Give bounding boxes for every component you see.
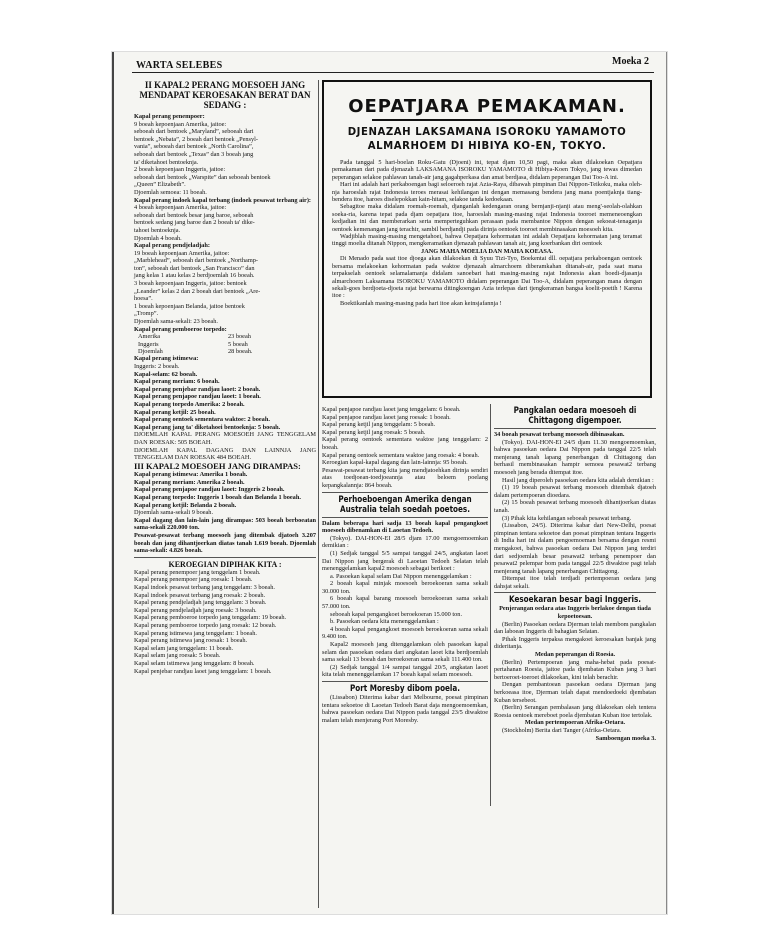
col1-heading: II KAPAL2 PERANG MOESOEH JANG MENDAPAT KEROESAKAN BERAT DAN SEDANG : (139, 80, 311, 110)
column-rule-2 (490, 404, 491, 806)
text-line: 1 boeah kepoenjaan Belanda, jaitoe bentoek (134, 302, 245, 310)
table-row (138, 333, 252, 340)
text-line: Kapal perang oentoek sementara waktoe: 2 boeah. (134, 416, 270, 424)
col3-heading: Pangkalan oedara moesoeh di Chittagong digempoer. (513, 406, 637, 426)
text-line: jang kelas 1 atau kelas 2 berdjoemlah 16 boeah. (134, 272, 255, 280)
paragraph: Kapal2 moesoeh jang ditenggelamkan oleh pasoekan kapal selam dan pasoekan oedara dari angkatan laoet kita berdjoemlah sama sekali 13 boeah dan beroekoeran sama sekali 111.400 ton. (322, 641, 488, 664)
table-cell-name: Amerika (138, 333, 161, 341)
column-2 (322, 406, 488, 724)
text-line: Kapal perang meriam: Amerika 2 boeah. (134, 478, 245, 486)
text-line: „Tromp”. (134, 310, 159, 318)
table-cell-name: Inggeris (138, 340, 159, 348)
text-line: Djoemlah sama-sekali: 23 boeah. (134, 318, 218, 326)
text-line: Kapal perang pemboeroe torpedo jang roesak: 12 boeah. (134, 621, 277, 629)
col1-list-3 (134, 471, 316, 555)
text-line: ta' diketahoei bentoeknja. (134, 158, 199, 166)
funeral-article-box (322, 80, 652, 398)
text-line: Djoemlah sama-sekali 9 boeah. (134, 509, 214, 517)
paragraph: Hari ini adalah hari perkaboengan bagi seloeroeh rajat Azia-Raya, dibawah pimpinan Dai Nippon-Teikoku, maka oleh-nja haroeslah rajat Indonesia teroes merasai kehilangan ini dengan memasang bendera jang mana poentjaknja tiang-bendera itoe, haroes diselepokkan kain-hitam, selakoe tanda kedoekaan. (332, 181, 642, 204)
text-line: Keroegian kapal-kapal dagang dan lain-lainnja: 95 boeah. (322, 459, 468, 467)
text-line: Kapal perang pemboeroe torpedo jang tenggelam: 19 boeah. (134, 614, 287, 622)
text-line: Kapal perang istimewa jang roesak: 1 boeah. (134, 637, 248, 645)
text-line: Kapal perang istimewa jang tenggelam: 1 boeah. (134, 629, 257, 637)
paragraph: Wadjiblah masing-masing mengetahoei, bahwa Oepatjara kehormatan ini adalah Oepatjara kehormatan jang teramat tinggi moelia ditanah Nippon, mengkeramatkan djenazah pahlawan tanah air, jang koerbankan diri oentoek (332, 233, 642, 248)
paragraph: (Lissabon, 24/5). Diterima kabar dari New-Delhi, poesat pimpinan tentara sekoetoe dan poesat pimpinan tentara Inggeris di India hari ini dalam pengoemoeman bersama dengan resmi mengakoei, bahwa pasoekan oedara Dai Nippon jang terdiri dari sedjoemlah besar pesawat2 terbang penempoer dan pesawat2 pelempar bom pada tanggal 22/5 diwaktoe pagi telah menjerang tanah lapang penerbangan Chittagong. (494, 522, 656, 575)
text-line: Kapal penjapoe randjau laoet jang tenggelam: 6 boeah. (322, 406, 461, 413)
text-line: hoesa”. (134, 295, 153, 303)
paragraph: Ditempat itoe telah terdjadi pertempoeran oedara jang dahsjat sekali. (494, 575, 656, 590)
paragraph: (2) Sedjak tanggal 1/4 sampai tanggal 20/5, angkatan laoet kita telah menenggelamkan 17 boeah kapal selam moesoeh. (322, 663, 488, 679)
paragraph: JANG MAHA MOELIA DAN MAHA KOEASA. (421, 247, 553, 255)
column-rule-1 (318, 80, 319, 908)
text-line: DJOEMLAH KAPAL PERANG MOESOEH JANG TENGGELAM DAN ROESAK: 505 BOEAH. (134, 431, 316, 446)
text-line: 19 boeah kepoenjaan Amerika, jaitoe: (134, 249, 230, 257)
text-line: Kapal perang oentoek sementara waktoe jang roesak: 4 boeah. (322, 451, 480, 459)
paragraph: seboeah kapal pengangkoet beroekoeran 15.000 ton. (330, 610, 463, 618)
col3-heading-2: Kesoekaran besar bagi Inggeris. (508, 595, 642, 606)
paragraph: 4 boeah kapal pengangkoet moesoeh beroekoeran sama sekali 9.400 ton. (322, 625, 488, 641)
text-line: ton”, seboeah dari bentoek „San Francisco” dan (134, 264, 255, 272)
paragraph: (3) Pihak kita kehilangan seboeah pesawat terbang. (502, 514, 632, 522)
text-line: 2 boeah kepoenjaan Inggeris, jaitoe: (134, 166, 226, 174)
paragraph: (1) Sedjak tanggal 5/5 sampai tanggal 24/5, angkatan laoet Dai Nippon jang bergerak di Laoetan Tedoeh Selatan telah menenggelamkan kapal2 moesoeh sebagai berikoet : (322, 549, 488, 573)
text-line: 3 boeah kepoenjaan Inggeris, jaitoe: bentoek (134, 280, 247, 288)
text-line: Kapal-selam: 62 boeah. (134, 370, 198, 378)
table-cell-value: 28 boeah. (228, 348, 253, 356)
text-line: tahoei bentoeknja. (134, 226, 181, 234)
table-cell-value: 5 boeah (228, 340, 248, 348)
col1-heading-4: KEROEGIAN DIPIHAK KITA : (168, 559, 282, 569)
paragraph: (Berlin) Serangan pembalasan jang dilakoekan oleh tentera Roesia oentoek mereboet poela djembatan Kuban itoe tertolak. (494, 704, 656, 719)
text-line: Kapal perang torpedo: Inggeris 1 boeah dan Belanda 1 boeah. (134, 494, 301, 502)
col2-body-2 (322, 694, 488, 724)
box-body (332, 159, 642, 307)
text-line: Kapal perang penempoer jang roesak: 1 boeah. (134, 576, 253, 584)
text-line: Kapal perang ketjil: 25 boeah. (134, 408, 216, 416)
text-line: Kapal perang ketjil jang tenggelam: 5 boeah. (322, 421, 436, 429)
col3-lead: 34 boeah pesawat terbang moesoeh dibinasakan. (494, 431, 625, 438)
text-line: Kapal perang penempoer: (134, 113, 205, 120)
text-line: Kapal indoek pesawat terbang jang roesak: 2 boeah. (134, 591, 266, 599)
text-line: „Marblehead”, seboeah dari bentoek „Northamp- (134, 257, 258, 265)
text-line: Kapal perang pendjeladjah jang roesak: 3 boeah. (134, 606, 257, 614)
text-line: 4 boeah kepoenjaan Amerika, jaitoe: (134, 204, 227, 212)
text-line: vania”, seboeah dari bentoek „North Carolina”, (134, 143, 254, 151)
torpedo-table (138, 333, 252, 355)
col3-heading-4: Medan pertempoeran Afrika-Oetara. (524, 719, 626, 727)
text-line: Kapal perang penempoer jang tenggelam 1 boeah. (134, 568, 261, 576)
paragraph: Di Menado pada saat itoe djoega akan dilakoekan di Syuu Tizi-Tyo, Boekentai dll. oepatjara perkaboengan oentoek bersama melakoekan kehormatan pada waktoe djenazah almarchoem diberamkahan ditanah-air, pada saat mana terpakselah oentoek selamalamanja didalam sanoebari hati masing-masing rajat Indonesia akan boedi-djasanja almarchoem Laksamana ISOROKU YAMAMOTO didalam peperangan Dai Too-A, didalam peperangan mana dengan sekali-goes berdjoeta-djoeta rajat berwarna ditingkoengan Azia terlepas dari tjengkeraman bangsa koelit-poetih ! Karena itoe : (332, 255, 642, 300)
text-line: Inggeris: 2 boeah. (134, 363, 180, 371)
paragraph: Sebagitoe maka didalam roemah-roemah, djanganlah kedengaran orang bernjanji-njanji atau meng'-seolah-olahkan soeka-ria, karena tepat pada djam oepatjara itoe, haroeslah masing-masing rajat Indonesia tooroet memeneoengkan kedjadian ini dan memberarkan serta memperteguhkan perasaan pada membantoe Nippon dengan sekoeat-tenaganja oentoek kemenangan jang terachir, sambil berdjandji pada dirinja oentoek tooroet membinasakan moesoeh kita. (332, 203, 642, 233)
box-subtitle-1: DJENAZAH LAKSAMANA ISOROKU YAMAMOTO (347, 125, 627, 138)
col1-list (134, 113, 316, 333)
col1-heading-3: III KAPAL2 MOESOEH JANG DIRAMPAS: (134, 460, 301, 471)
paragraph: (Tokyo). DAI-HON-EI 28/5 djam 17.00 mengoemoemkan demikian : (322, 534, 488, 550)
text-line: Kapal perang penjapoe randjau laoet: Inggeris 2 boeah. (134, 486, 285, 494)
table-cell-value: 23 boeah (228, 333, 251, 341)
col3-heading-3: Medan peperangan di Roesia. (534, 651, 616, 659)
paragraph: Hasil jang diperoleh pasoekan oedara kita adalah demikian : (502, 476, 654, 484)
text-line: seboeah dari bentoek besar jang baroe, seboeah (134, 211, 254, 219)
text-line: Kapal selam istimewa jang tenggelam: 8 boeah. (134, 659, 255, 667)
paragraph: (Stockholm) Berita dari Tanger (Afrika-Oetara. (502, 726, 622, 734)
col2-lead: Dalam beberapa hari sadja 13 boeah kapal pengangkoet moesoeh dibenamkan di Laoetan Tedoeh. (322, 519, 488, 535)
text-line: Kapal perang penjebar randjau laoet: 2 boeah. (134, 385, 261, 393)
paragraph: (Lissabon) Diterima kabar dari Melbourne, poesat pimpinan tentara sekoetoe di Laoetan Tedoeh Barat daja mengoemoemkan, bahwa pasoekan oedara Dai Nippon pada tanggal 23/5 diwaktoe malam telah menjerang Port Moresby. (322, 694, 488, 724)
paragraph: a. Pasoekan kapal selam Dai Nippon menenggelamkan : (330, 572, 472, 580)
text-line: Kapal selam jang roesak: 5 boeah. (134, 652, 221, 660)
box-title: OEPATJARA PEMAKAMAN. (348, 96, 626, 117)
col2-heading: Perhoeboengan Amerika dengan Australia telah soedah poetoes. (338, 494, 472, 515)
col2-heading-2: Port Moresby dibom poela. (349, 684, 461, 694)
paragraph: 6 boeah kapal barang moesoeh beroekoeran sama sekali 57.000 ton. (322, 595, 488, 611)
text-line: Kapal perang oentoek sementara waktoe jang tenggelam: 2 boeah. (322, 436, 488, 451)
col3-body-2 (494, 621, 656, 651)
text-line: seboeah dari bentoek „Warspite” dan seboeah bentoek (134, 173, 271, 181)
col3-lead-2: Penjerangan oedara atas Inggeris berlakoe dengan tiada kepoetoesan. (499, 605, 651, 621)
text-line: Kapal penjapoe randjau laoet jang roesak: 1 boeah. (322, 413, 451, 421)
text-line: Kapal perang istimewa: (134, 355, 199, 363)
text-line: Djoemlah semoea: 11 boeah. (134, 188, 207, 196)
column-3 (494, 406, 656, 742)
table-row (138, 341, 252, 348)
paragraph: (1) 19 boeah pesawat terbang moesoeh ditembak djatoeh dalam pertempoeran dioedara. (494, 484, 656, 499)
col1-list-4 (134, 569, 316, 675)
paragraph: (Berlin) Pertempoeran jang maha-hebat pada poesat-pertahanan Roesia, jaitoe pada djembatan Kuban jang 3 hari bertoeroet-toeroet dilakoekan, kini telah berachir. (494, 658, 656, 681)
text-line: Pesawat-pesawat terbang moesoeh jang ditembak djatoeh 3.207 boeah dan jang dihantjoerkan diatas tanah 1.619 boeah. Djoemlah sama-sekali: 4.826 boeah. (134, 532, 316, 555)
page-number: Moeka 2 (612, 56, 649, 67)
text-line: „Leander” kelas 2 dan 2 boeah dari bentoek „Are- (134, 287, 261, 295)
text-line: bentoek sedang jang baroe dan 2 boeah ta' dike- (134, 219, 255, 227)
col2-body (322, 535, 488, 679)
text-line: Kapal selam jang tenggelam: 11 boeah. (134, 644, 234, 652)
column-1 (134, 80, 316, 910)
text-line: Kapal indoek pesawat terbang jang tenggelam: 3 boeah. (134, 583, 275, 591)
continued-note: Samboengan moeka 3. (595, 734, 656, 742)
text-line: Kapal perang ketjil: Belanda 2 boeah. (134, 501, 237, 509)
text-line: Kapal penjebar randjau laoet jang tenggelam: 1 boeah. (134, 667, 272, 675)
paragraph: (Tokyo). DAI-HON-EI 24/5 djam 11.30 mengoemoemkan, bahwa pasoekan oedara Dai Nippon pada tanggal 22/5 telah menjerang tanah lapang penerbangan di Chittagong dan berhasil membinasakan hampir semoea pesawat2 terbang moesoeh jang berada ditempat itoe. (494, 438, 656, 476)
text-line: Kapal perang pendjeladjah: (134, 242, 210, 250)
paper-name: WARTA SELEBES (136, 60, 223, 71)
text-line: Pesawat-pesawat terbang kita jang mendjatoehkan dirinja sendiri atas toedjoean-toedjoeannja atau beloem poelang kepangkalannja: 864 boeah. (322, 466, 488, 489)
paragraph: 2 boeah kapal minjak moesoeh beroekoeran sama sekali 30.000 ton. (322, 580, 488, 595)
text-line: Kapal perang indoek kapal terbang (indoek pesawat terbang air): (134, 196, 312, 204)
text-line: seboeah dari bentoek „Texas” dan 3 boeah jang (134, 150, 254, 158)
text-line: Kapal perang istimewa: Amerika 1 boeah. (134, 471, 248, 479)
text-line: Kapal dagang dan lain-lain jang dirampas: 503 boeah berboeatan sama-sekali 220.000 ton. (134, 516, 316, 532)
box-subtitle-2: ALMARHOEM DI HIBIYA KO-EN, TOKYO. (367, 139, 607, 152)
text-line: Kapal perang torpedo Amerika: 2 boeah. (134, 401, 245, 408)
paragraph: (2) 15 boeah pesawat terbang moesoeh dihantjoerkan diatas tanah. (494, 499, 656, 514)
text-line: Kapal perang jang ta' diketahoei bentoeknja: 5 boeah. (134, 423, 281, 431)
col3-body-3 (494, 659, 656, 720)
paragraph: Pada tanggal 5 hari-boelan Roku-Gatu (Djoeni) ini, tepat djam 10,50 pagi, maka akan dilakoekan Oepatjara pemakaman dari pada djenazah LAKSAMANA ISOROKU YAMAMOTO di Hibiya-Koen Tokyo, jang tewas dimedan peperangan selakoe pahlawan tanah-air jang gagahperkasa dan amat berdjasa, didalam peperangan Dai Too-A ini. (332, 159, 642, 181)
col3-body-4 (494, 727, 656, 735)
text-line: Djoemlah 4 boeah. (134, 234, 182, 242)
text-line: „Queen” Elizabeth”. (134, 181, 186, 189)
text-line: seboeah dari bentoek „Maryland”, seboeah dari (134, 128, 254, 136)
table-row (138, 348, 252, 355)
text-line: Kapal perang penjapoe randjau laoet: 1 boeah. (134, 393, 261, 401)
table-cell-name: Djoemlah (138, 348, 163, 356)
text-line: Kapal perang ketjil jang roesak: 5 boeah. (322, 428, 426, 436)
header-rule (132, 72, 654, 73)
text-line: Kapal perang pendjeladjah jang tenggelam: 3 boeah. (134, 599, 267, 607)
col3-body (494, 439, 656, 591)
col2-list (322, 406, 488, 490)
text-line: Kapal perang meriam: 6 boeah. (134, 378, 220, 386)
paragraph: Pihak Inggeris terpaksa mengakoei keroesakan banjak jang dideritanja. (494, 635, 656, 651)
paragraph: (Berlin) Pasoekan oedara Djerman telah membom pangkalan dan laboean Inggeris di bahagian Selatan. (494, 620, 656, 636)
text-line: DJOEMLAH KAPAL DAGANG DAN LAINNJA JANG TENGGELAM DAN ROESAK 484 BOEAH. (134, 446, 316, 462)
text-line: 9 boeah kepoenjaan Amerika, jaitoe: (134, 120, 227, 128)
paragraph: Boektikanlah masing-masing pada hari itoe akan keinsjafannja ! (340, 299, 502, 307)
paragraph: Dengan pembantoean pasoekan oedara Djerman jang berkoeasa itoe, Djerman telah dapat mendoedoeki djembatan Kuban tersebeot. (494, 681, 656, 704)
paragraph: b. Pasoekan oedara kita menenggelamkan : (330, 618, 439, 626)
text-line: Kapal perang pemboeroe torpedo: (134, 325, 227, 333)
col1-list-2 (134, 355, 316, 461)
text-line: bentoek „Nebata”, 2 boeah dari bentoek „Pensyl- (134, 135, 258, 143)
